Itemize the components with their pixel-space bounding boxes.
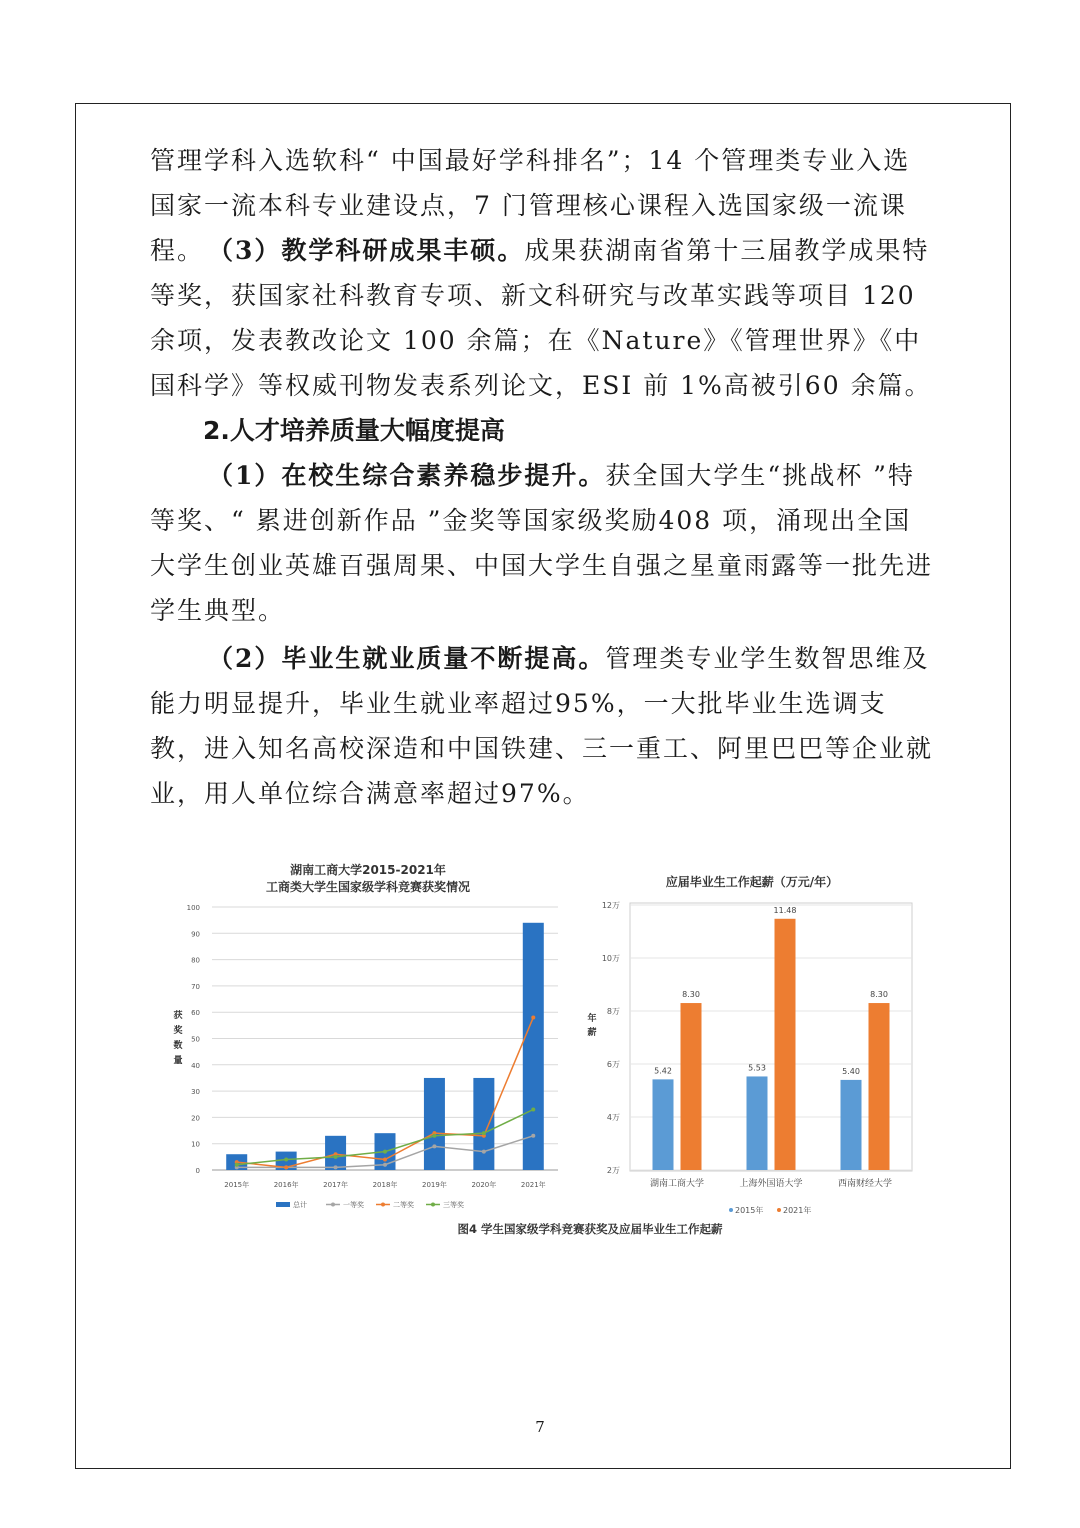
- chart2-y-ticks: [602, 901, 620, 1175]
- chart1-y-tick: 80: [191, 956, 200, 965]
- chart1-y-label: [173, 1009, 182, 1066]
- chart2-y-label-char: 年: [587, 1014, 597, 1024]
- chart1-legend-marker: [431, 1203, 435, 1207]
- chart1-line-point: [482, 1150, 486, 1154]
- chart1-x-tick: 2016年: [273, 1181, 299, 1189]
- chart2-bars: [653, 919, 890, 1170]
- paragraph-4-lead: （2）毕业生就业质量不断提高。: [208, 644, 606, 673]
- chart1-x-tick: 2017年: [323, 1181, 348, 1189]
- chart1-y-tick: 60: [191, 1009, 200, 1018]
- chart2-data-label: 5.40: [842, 1066, 860, 1076]
- chart2-x-tick: 湖南工商大学: [649, 1179, 705, 1189]
- chart2-bar: [653, 1079, 674, 1170]
- chart1-legend-label: 一等奖: [343, 1201, 364, 1209]
- paragraph-3-lead: （1）在校生综合素养稳步提升。: [208, 461, 606, 490]
- chart1-legend-marker: [381, 1203, 385, 1207]
- chart2-y-tick: 4万: [606, 1113, 620, 1122]
- chart1-line-point: [531, 1015, 535, 1019]
- chart2-legend: [729, 1205, 811, 1215]
- chart2-y-label-char: 薪: [587, 1028, 597, 1038]
- chart2-data-label: 5.42: [654, 1066, 672, 1076]
- paragraph-3-body: 获全国大学生“挑战杯 ”特等奖、“ 累进创新作品 ”金奖等国家级奖励408 项，涌现出全国大学生创业英雄百强周果、中国大学生自强之星童雨露等一批先进学生典型。: [150, 461, 934, 625]
- chart2-data-label: 8.30: [870, 990, 888, 1000]
- chart1-line-point: [284, 1165, 288, 1169]
- chart1-line-point: [284, 1157, 288, 1161]
- chart1-bar: [473, 1078, 494, 1170]
- chart1-line-point: [531, 1134, 535, 1138]
- chart1-y-tick: 20: [191, 1114, 200, 1123]
- chart2-y-tick: 12万: [601, 901, 620, 910]
- chart1-line-point: [235, 1163, 239, 1167]
- chart1-legend-label: 总计: [293, 1201, 307, 1209]
- chart1-x-tick: 2018年: [372, 1181, 398, 1189]
- chart2-data-label: 8.30: [682, 990, 700, 1000]
- chart2-y-tick: 2万: [606, 1166, 620, 1175]
- chart1-y-tick: 90: [191, 930, 200, 939]
- chart1-y-tick: 50: [191, 1035, 200, 1044]
- chart2-bar: [681, 1003, 702, 1170]
- chart1-x-tick: 2019年: [422, 1181, 447, 1189]
- chart1-x-tick: 2021年: [520, 1181, 546, 1189]
- chart1-line-point: [482, 1131, 486, 1135]
- chart1-legend-label: 二等奖: [393, 1201, 414, 1209]
- chart2-y-tick: 10万: [601, 954, 620, 963]
- paragraph-2-body: 成果获湖南省第十三届教学成果特等奖，获国家社科教育专项、新文科研究与改革实践等项目 120 余项，发表教改论文 100 余篇；在《Nature》《管理世界》《中国科学》等权威刊物发表系列论文，ESI 前 1%高被引60 余篇。: [150, 236, 932, 400]
- chart1-x-tick: 2020年: [471, 1181, 497, 1189]
- chart1-line-point: [334, 1155, 338, 1159]
- chart2-bar: [775, 919, 796, 1170]
- chart1-title-line2: 工商类大学生国家级学科竞赛获奖情况: [265, 880, 471, 894]
- chart2-data-label: 5.53: [748, 1063, 766, 1073]
- chart2-x-tick: 上海外国语大学: [739, 1179, 803, 1189]
- chart1-x-ticks: [224, 1180, 545, 1189]
- paragraph-2-lead: （3）教学科研成果丰硕。: [208, 236, 525, 265]
- chart1-line-point: [383, 1157, 387, 1161]
- chart1-line-point: [383, 1163, 387, 1167]
- chart1-y-tick: 40: [191, 1061, 200, 1070]
- chart1-line-point: [531, 1108, 535, 1112]
- chart2-legend-marker: [729, 1208, 733, 1212]
- chart1-line-point: [432, 1144, 436, 1148]
- chart2-legend-label: 2015年: [735, 1206, 764, 1215]
- page-number: 7: [535, 1418, 545, 1436]
- chart1-y-tick: 70: [191, 982, 200, 991]
- chart1-y-label-char: 数: [173, 1041, 183, 1051]
- chart1-y-label-char: 获: [173, 1011, 183, 1021]
- chart1-line-point: [432, 1134, 436, 1138]
- chart1-legend-marker: [331, 1203, 335, 1207]
- chart1-y-tick: 30: [191, 1088, 200, 1097]
- chart2-x-ticks: [650, 1177, 892, 1189]
- chart1-y-label-char: 量: [173, 1056, 183, 1066]
- chart1-y-tick: 100: [186, 904, 200, 912]
- chart1-grid: [212, 907, 558, 1170]
- chart1-bar: [424, 1078, 445, 1170]
- chart1-x-tick: 2015年: [224, 1181, 250, 1189]
- chart1-line-point: [383, 1150, 387, 1154]
- chart1-legend-label: 三等奖: [443, 1201, 464, 1209]
- chart1-y-tick: 0: [195, 1167, 200, 1175]
- chart2-x-tick: 西南财经大学: [837, 1179, 893, 1189]
- chart1-legend-swatch: [276, 1202, 290, 1207]
- paragraph-4-body: 管理类专业学生数智思维及能力明显提升，毕业生就业率超过95%，一大批毕业生选调支教，进入知名高校深造和中国铁建、三一重工、阿里巴巴等企业就业，用人单位综合满意率超过97%。: [150, 644, 934, 808]
- chart2-bar: [747, 1076, 768, 1170]
- chart1-title-line1: 湖南工商大学2015-2021年: [290, 863, 446, 877]
- paragraph-1-text: 管理学科入选软科“ 中国最好学科排名”；14 个管理类专业入选国家一流本科专业建设点，7 门管理核心课程入选国家级一流课程。: [150, 146, 911, 265]
- chart1-y-label-char: 奖: [173, 1026, 183, 1036]
- chart2-data-label: 11.48: [773, 905, 797, 915]
- chart2-legend-marker: [777, 1208, 781, 1212]
- chart2-y-tick: 8万: [606, 1007, 620, 1016]
- figure-caption: 图4 学生国家级学科竞赛获奖及应届毕业生工作起薪: [457, 1222, 723, 1236]
- chart2-y-label: [587, 1012, 596, 1038]
- chart1-legend: [276, 1200, 464, 1209]
- chart2-legend-label: 2021年: [783, 1206, 812, 1215]
- chart2-bar: [869, 1003, 890, 1170]
- section-heading: 2.人才培养质量大幅度提高: [203, 416, 505, 445]
- chart1-bar: [523, 923, 544, 1170]
- chart2-y-tick: 6万: [606, 1060, 620, 1069]
- chart1-y-tick: 10: [191, 1140, 200, 1149]
- chart1-line-point: [334, 1165, 338, 1169]
- chart2-bar: [841, 1080, 862, 1170]
- chart2-title: 应届毕业生工作起薪（万元/年）: [665, 875, 839, 889]
- chart1-y-ticks: [187, 904, 200, 1175]
